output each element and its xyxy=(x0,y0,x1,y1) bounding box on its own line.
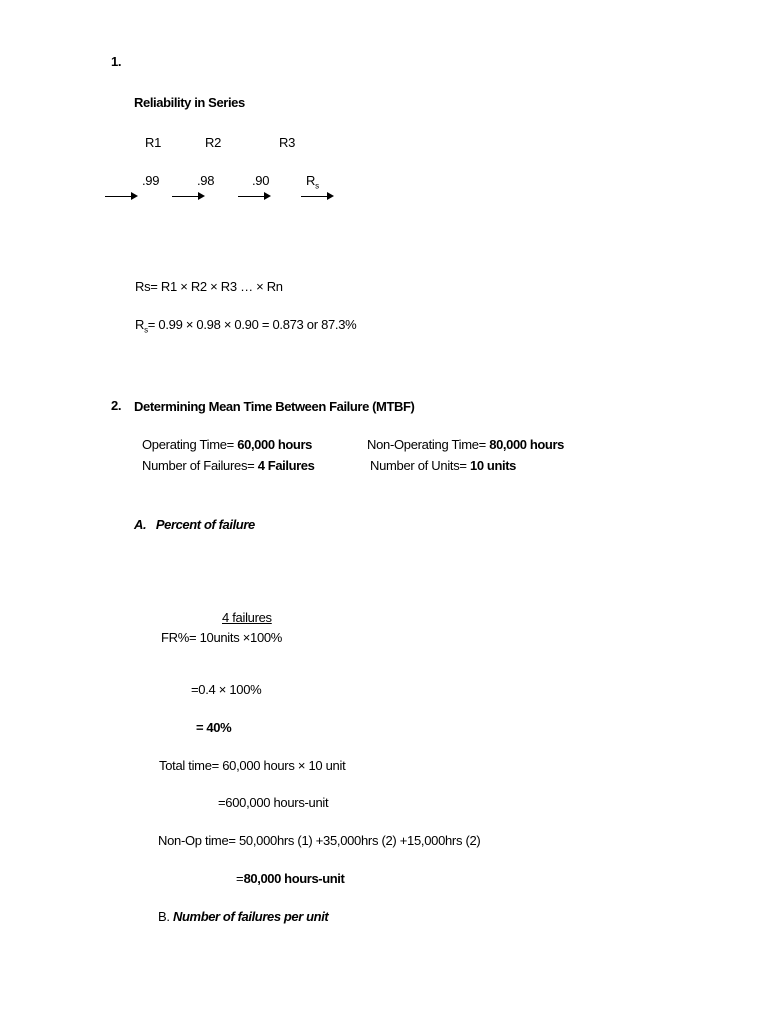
part-a-heading: A. Percent of failure xyxy=(134,517,255,532)
operating-time: Operating Time= 60,000 hours xyxy=(142,437,312,452)
output-rs: $R_s$ xyxy=(306,173,319,191)
fr-step-1: =0.4 × 100% xyxy=(191,682,262,697)
total-time-result: =600,000 hours-unit xyxy=(218,795,329,810)
label-r1: R1 xyxy=(145,135,162,150)
value-r1: .99 xyxy=(142,173,160,188)
arrow-input xyxy=(105,196,136,197)
non-op-result: =80,000 hours-unit xyxy=(236,871,345,886)
part-b-heading: B. Number of failures per unit xyxy=(158,909,329,924)
arrow-r1-r2 xyxy=(172,196,203,197)
section-1-number: 1. xyxy=(111,54,122,69)
label-r2: R2 xyxy=(205,135,222,150)
section-2-title: Determining Mean Time Between Failure (MTBF) xyxy=(134,399,415,414)
series-result: $R_s= 0.99 \times 0.98 \times 0.90 = 0.873$ or 87.3% xyxy=(135,317,357,335)
value-r3: .90 xyxy=(252,173,270,188)
fr-step-2: = 40% xyxy=(196,720,232,735)
label-r3: R3 xyxy=(279,135,296,150)
section-1-title: Reliability in Series xyxy=(134,95,245,110)
fr-formula: FR%= 10units ×100% xyxy=(161,630,283,645)
series-formula: Rs= R1 × R2 × R3 … × Rn xyxy=(135,279,283,294)
number-of-failures: Number of Failures= 4 Failures xyxy=(142,458,315,473)
section-2-number: 2. xyxy=(111,398,122,413)
fraction-numerator: 4 failures xyxy=(222,610,272,625)
non-operating-time: Non-Operating Time= 80,000 hours xyxy=(367,437,564,452)
arrow-output xyxy=(301,196,332,197)
non-op-time: Non-Op time= 50,000hrs (1) +35,000hrs (2) +15,000hrs (2) xyxy=(158,833,481,848)
value-r2: .98 xyxy=(197,173,215,188)
number-of-units: Number of Units= 10 units xyxy=(370,458,516,473)
arrow-r2-r3 xyxy=(238,196,269,197)
total-time: Total time= 60,000 hours × 10 unit xyxy=(159,758,346,773)
